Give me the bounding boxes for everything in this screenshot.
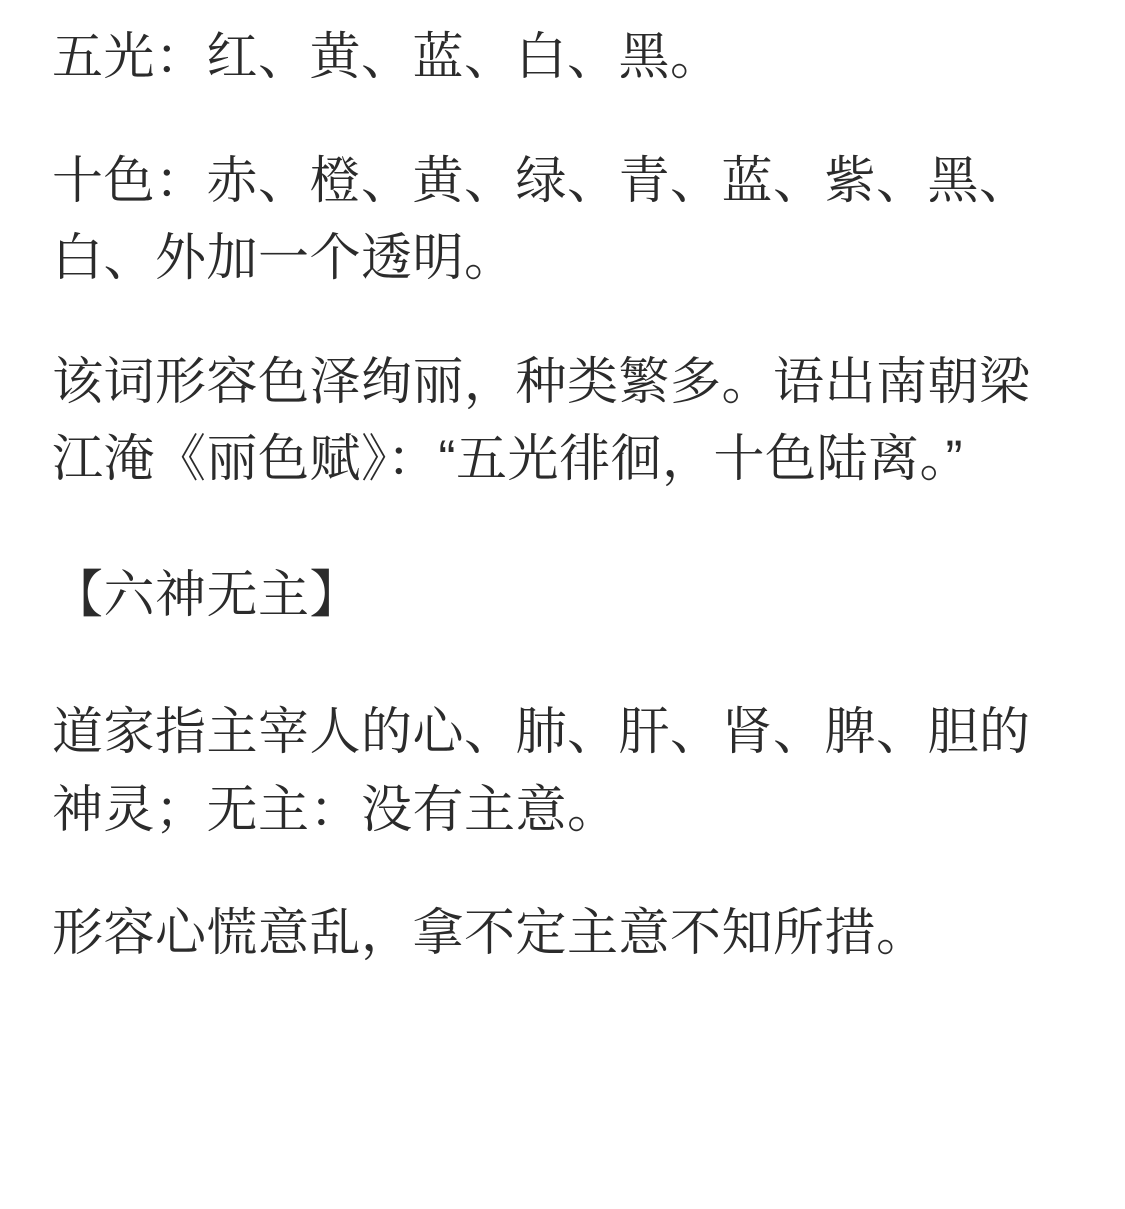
entry-heading-liushenwuzhu: 【六神无主】 [52,565,362,623]
paragraph-daojia: 道家指主宰人的心、肺、肝、肾、脾、胆的神灵；无主：没有主意。 [52,703,1031,838]
paragraph-meaning: 形容心慌意乱，拿不定主意不知所措。 [52,904,928,962]
paragraph-explanation: 该词形容色泽绚丽，种类繁多。语出南朝梁江淹《丽色赋》：“五光徘徊，十色陆离。” [52,352,1031,488]
paragraph-wuguang: 五光：红、黄、蓝、白、黑。 [52,28,722,85]
paragraph-shise: 十色：赤、橙、黄、绿、青、蓝、紫、黑、白、外加一个透明。 [52,151,1031,287]
